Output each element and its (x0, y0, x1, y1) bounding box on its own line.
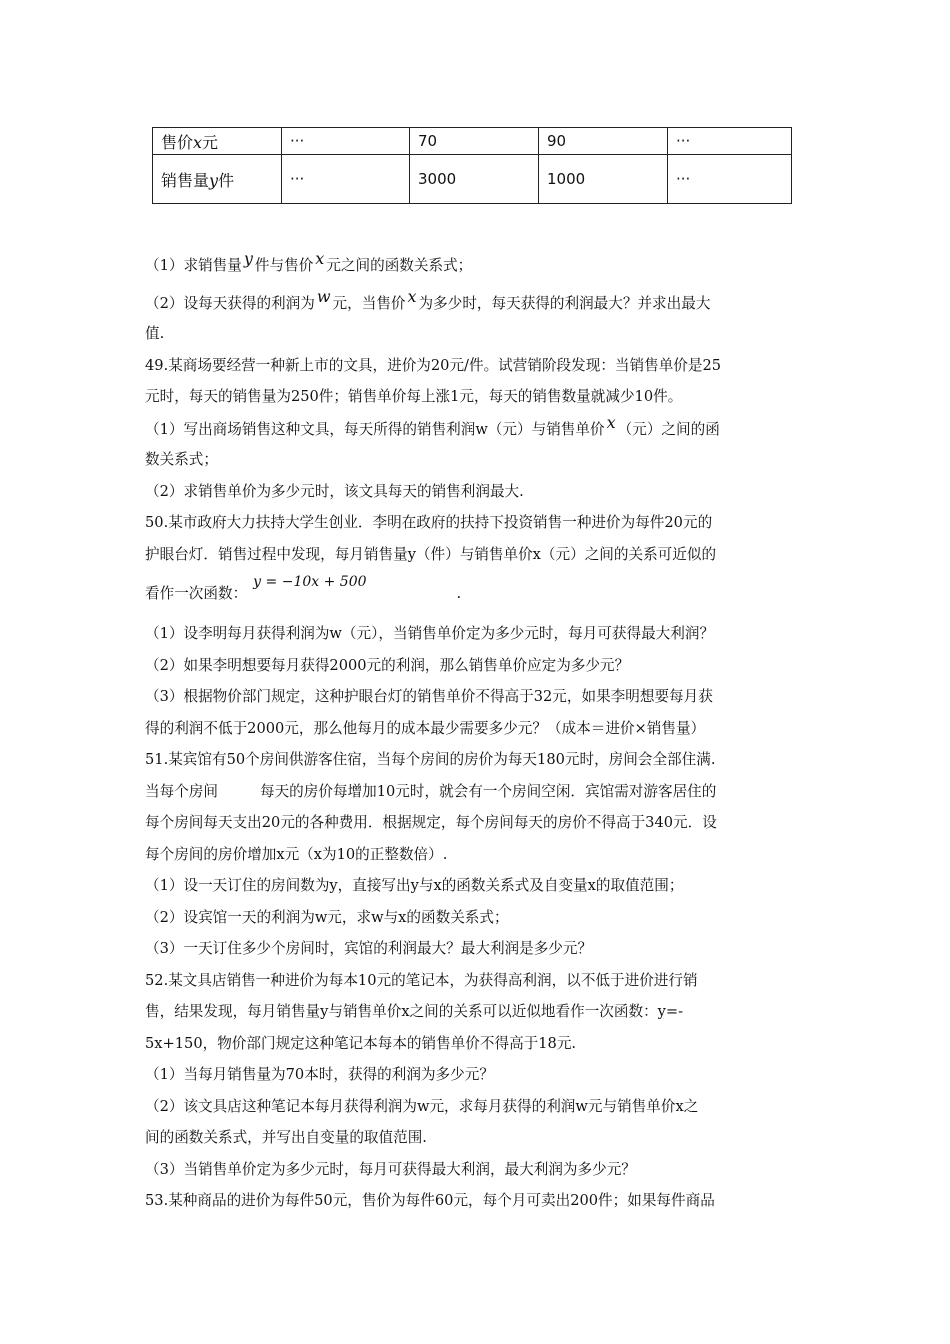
q52-line: 售，结果发现，每月销售量y与销售单价x之间的关系可以近似地看作一次函数：y=- (145, 1003, 684, 1020)
q52-part3: （3）当销售单价定为多少元时，每月可获得最大利润，最大利润为多少元？ (145, 1160, 636, 1178)
q50-part2: （2）如果李明想要每月获得2000元的利润，那么销售单价应定为多少元？ (145, 656, 630, 674)
text: 件与售价 (254, 257, 314, 274)
table-cell: 90 (539, 128, 668, 155)
text: 每天的房价每增加10元时，就会有一个房间空闲．宾馆需对游客居住的 (259, 782, 717, 800)
q52-line: 52.某文具店销售一种进价为每本10元的笔记本，为获得高利润，以不低于进价进行销 (145, 971, 698, 989)
table-cell: ··· (282, 155, 410, 204)
math-var: w (316, 286, 331, 306)
text: 为多少时，每天获得的利润最大？并求出最大 (418, 294, 711, 312)
q51-line (145, 776, 805, 808)
q49-part1 (145, 413, 805, 445)
math-var: y (243, 249, 253, 268)
text: 当每个房间 (145, 782, 218, 800)
q51-line: 51.某宾馆有50个房间供游客住宿，当每个房间的房价为每天180元时，房间会全部住满. (145, 751, 716, 768)
table-cell: 70 (410, 128, 539, 155)
q52-line: 间的函数关系式，并写出自变量的取值范围. (145, 1129, 427, 1146)
math-var: x (315, 249, 325, 268)
table-row (153, 128, 792, 155)
table-cell: 1000 (539, 155, 668, 204)
cell-var: x (193, 132, 203, 152)
question-text (145, 249, 805, 1217)
text: （2）设每天获得的利润为 (145, 294, 315, 312)
q50-part1: （1）设李明每月获得利润为w（元），当销售单价定为多少元时，每月可获得最大利润？ (145, 625, 715, 642)
q53-line: 53.某种商品的进价为每件50元，售价为每件60元，每个月可卖出200件；如果每件商品 (145, 1192, 715, 1209)
price-sales-table (152, 127, 792, 204)
math-var: x (407, 286, 417, 306)
text: （1）写出商场销售这种文具，每天所得的销售利润w（元）与销售单价 (145, 420, 605, 438)
q50-line: 50.某市政府大力扶持大学生创业．李明在政府的扶持下投资销售一种进价为每件20元的 (145, 514, 713, 531)
table-cell: ··· (282, 128, 410, 155)
q48-part2-cont: 值. (145, 325, 165, 342)
q49-line: 数关系式； (145, 451, 218, 468)
q49-line: 元时，每天的销售量为250件；销售单价每上涨1元，每天的销售数量就减少10件。 (145, 388, 683, 405)
table-header-cell (153, 128, 282, 155)
q50-part3: （3）根据物价部门规定，这种护眼台灯的销售单价不得高于32元，如果李明想要每月获 (145, 688, 713, 705)
q50-formula-line (145, 570, 805, 612)
text: 元之间的函数关系式； (326, 257, 473, 274)
cell-var: y (209, 170, 219, 190)
cell-text: 件 (218, 170, 235, 190)
q52-part2: （2）该文具店这种笔记本每月获得利润为w元，求每月获得的利润w元与销售单价x之 (145, 1097, 699, 1115)
q50-line: 护眼台灯．销售过程中发现，每月销售量y（件）与销售单价x（元）之间的关系可近似的 (145, 545, 717, 563)
table-row (153, 155, 792, 204)
q51-part1: （1）设一天订住的房间数为y，直接写出y与x的函数关系式及自变量x的取值范围； (145, 877, 684, 894)
q51-part3: （3）一天订住多少个房间时，宾馆的利润最大？最大利润是多少元？ (145, 940, 593, 957)
text: 元，当售价 (332, 294, 406, 312)
table-header-cell (153, 155, 282, 204)
table-cell: ··· (668, 128, 792, 155)
cell-text: 售价 (161, 132, 194, 152)
q48-part2 (145, 287, 805, 319)
q49-part2: （2）求销售单价为多少元时，该文具每天的销售利润最大. (145, 482, 524, 500)
text: （1）求销售量 (145, 257, 242, 274)
q48-part1 (145, 249, 805, 281)
cell-text: 元 (202, 132, 219, 152)
text: 看作一次函数： (145, 585, 248, 602)
cell-text: 销售量 (161, 170, 210, 190)
q51-line: 每个房间每天支出20元的各种费用．根据规定，每个房间每天的房价不得高于340元．设 (145, 814, 717, 831)
text: . (456, 585, 462, 602)
math-var: x (606, 412, 616, 432)
q52-part1: （1）当每月销售量为70本时，获得的利润为多少元？ (145, 1066, 494, 1083)
q50-line: 得的利润不低于2000元，那么他每月的成本最少需要多少元？（成本＝进价×销售量） (145, 719, 706, 737)
text: （元）之间的函 (617, 420, 720, 438)
q52-line: 5x+150，物价部门规定这种笔记本每本的销售单价不得高于18元. (145, 1034, 577, 1052)
q49-line: 49.某商场要经营一种新上市的文具，进价为20元/件。试营销阶段发现：当销售单价是25 (145, 356, 722, 374)
q51-line: 每个房间的房价增加x元（x为10的正整数倍）. (145, 845, 448, 863)
linear-formula: y = −10x + 500 (253, 574, 367, 590)
table-cell: 3000 (410, 155, 539, 204)
table-cell: ··· (668, 155, 792, 204)
q51-part2: （2）设宾馆一天的利润为w元，求w与x的函数关系式； (145, 908, 509, 926)
